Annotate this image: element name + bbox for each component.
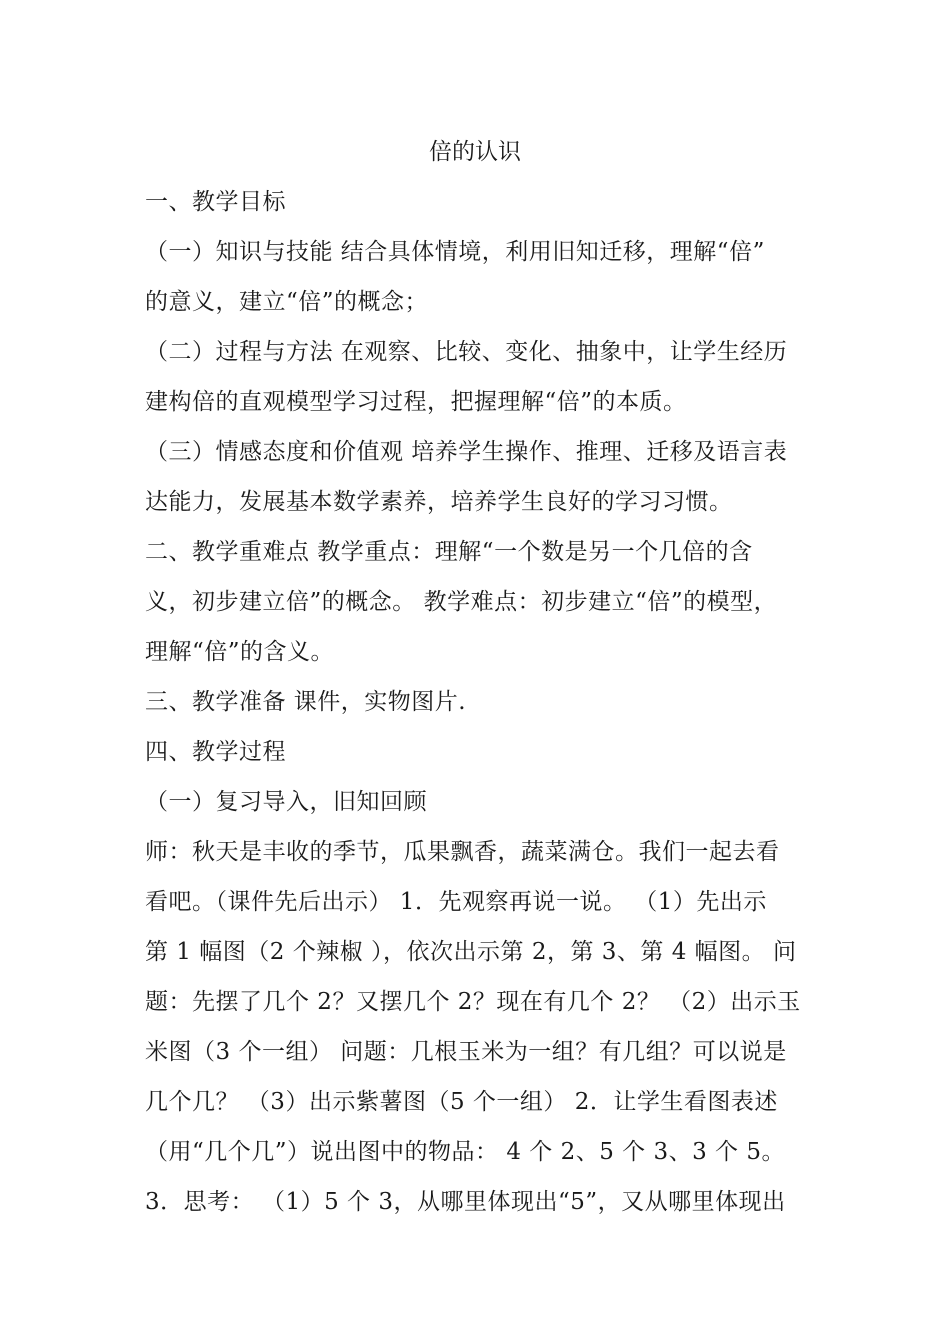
paragraph-line: 第 1 幅图（2 个辣椒 ），依次出示第 2，第 3、第 4 幅图。 问 <box>145 939 797 965</box>
paragraph-line: （三）情感态度和价值观 培养学生操作、推理、迁移及语言表 <box>145 439 788 465</box>
paragraph-line: （二）过程与方法 在观察、比较、变化、抽象中，让学生经历 <box>145 339 788 365</box>
heading-teaching-objectives: 一、教学目标 <box>145 189 286 215</box>
paragraph-line: 米图（3 个一组） 问题：几根玉米为一组？有几组？可以说是 <box>145 1039 787 1065</box>
paragraph-line: 理解“倍”的含义。 <box>145 639 335 665</box>
heading-preparation: 三、教学准备 课件，实物图片. <box>145 689 467 715</box>
document-title: 倍的认识 <box>429 139 521 165</box>
paragraph-line: 几个几？ （3）出示紫薯图（5 个一组） 2．让学生看图表述 <box>145 1089 778 1115</box>
paragraph-line: （一）知识与技能 结合具体情境，利用旧知迁移，理解“倍” <box>145 239 765 265</box>
paragraph-line: 达能力，发展基本数学素养，培养学生良好的学习习惯。 <box>145 489 733 515</box>
paragraph-line: 3．思考： （1）5 个 3，从哪里体现出“5”，又从哪里体现出 <box>145 1189 786 1215</box>
heading-teaching-process: 四、教学过程 <box>145 739 286 765</box>
paragraph-line: 的意义，建立“倍”的概念； <box>145 289 429 315</box>
paragraph-line: 师：秋天是丰收的季节，瓜果飘香，蔬菜满仓。我们一起去看 <box>145 839 780 865</box>
paragraph-line: 建构倍的直观模型学习过程，把握理解“倍”的本质。 <box>145 389 687 415</box>
heading-key-points: 二、教学重难点 教学重点：理解“一个数是另一个几倍的含 <box>145 539 753 565</box>
subheading-review: （一）复习导入，旧知回顾 <box>145 789 427 815</box>
paragraph-line: 义，初步建立倍”的概念。 教学难点：初步建立“倍”的模型， <box>145 589 778 615</box>
paragraph-line: （用“几个几”）说出图中的物品： 4 个 2、5 个 3、3 个 5。 <box>145 1139 785 1165</box>
paragraph-line: 题：先摆了几个 2？又摆几个 2？现在有几个 2？ （2）出示玉 <box>145 989 801 1015</box>
paragraph-line: 看吧。（课件先后出示） 1．先观察再说一说。 （1）先出示 <box>145 889 767 915</box>
